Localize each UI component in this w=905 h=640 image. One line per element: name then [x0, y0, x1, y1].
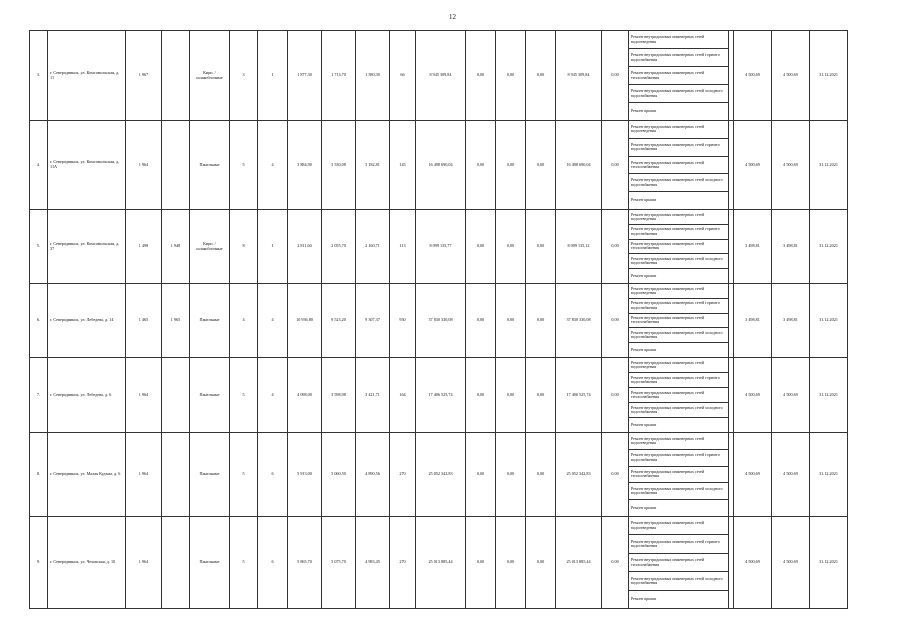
works-cell — [629, 433, 729, 517]
unit-cost-cell: 4 500,69 — [734, 358, 772, 433]
local-cost-cell: 0,00 — [526, 517, 556, 609]
works-list — [629, 284, 728, 357]
work-item: Ремонт внутридомовых инженерных сетей водоотведения — [629, 358, 728, 373]
wall-material-cell: Панельные — [190, 433, 230, 517]
address-cell: г. Северодвинск, ул. Лебедева, д. 6 — [48, 358, 126, 433]
address-cell: г. Северодвинск, ул. Комсомольская, д. 11А — [48, 121, 126, 210]
year-reconstructed-cell — [162, 433, 190, 517]
table-body — [30, 31, 888, 609]
entrances-cell: 1 — [258, 210, 288, 284]
other-cost-cell: 0,00 — [602, 358, 629, 433]
entrances-cell: 6 — [258, 433, 288, 517]
unit-cost-cell: 4 500,69 — [734, 121, 772, 210]
floors-cell: 5 — [230, 358, 258, 433]
owned-area-cell: 9 307,37 — [356, 284, 390, 358]
year-reconstructed-cell — [162, 358, 190, 433]
entrances-cell: 4 — [258, 284, 288, 358]
work-item: Ремонт внутридомовых инженерных сетей теплоснабжения — [629, 67, 728, 85]
year-built-cell: 1 964 — [126, 358, 162, 433]
limit-cost-cell: 4 500,69 — [772, 517, 810, 609]
work-item: Ремонт внутридомовых инженерных сетей теплоснабжения — [629, 388, 728, 403]
work-item: Ремонт внутридомовых инженерных сетей теплоснабжения — [629, 467, 728, 484]
works-list — [629, 121, 728, 209]
table-row — [30, 31, 888, 121]
work-item: Ремонт крыши — [631, 421, 657, 427]
fund-cost-cell: 0,00 — [466, 517, 496, 609]
fund-cost-cell: 0,00 — [466, 121, 496, 210]
budget-cost-cell: 0,00 — [496, 433, 526, 517]
end-date-cell: 31.12.2021 — [810, 517, 848, 609]
address-cell: г. Северодвинск, ул. Комсомольская, д. 37 — [48, 210, 126, 284]
budget-cost-cell: 0,00 — [496, 210, 526, 284]
owned-area-cell: 4 983,45 — [356, 517, 390, 609]
local-cost-cell: 0,00 — [526, 284, 556, 358]
owners-cost-cell: 25 013 885,44 — [556, 517, 602, 609]
table-row — [30, 433, 888, 517]
other-cost-cell: 0,00 — [602, 121, 629, 210]
works-cell — [629, 210, 729, 284]
year-built-cell: 1 964 — [126, 433, 162, 517]
works-cell — [629, 358, 729, 433]
living-area-cell: 9 523,20 — [322, 284, 356, 358]
local-cost-cell: 0,00 — [526, 121, 556, 210]
table-row — [30, 210, 888, 284]
local-cost-cell: 0,00 — [526, 433, 556, 517]
address-cell: г. Северодвинск, ул. Малая Кудьма, д. 6 — [48, 433, 126, 517]
total-area-cell: 4 098,00 — [288, 358, 322, 433]
residents-cell: 270 — [390, 517, 416, 609]
residents-cell: 113 — [390, 210, 416, 284]
wall-material-cell: Панельные — [190, 121, 230, 210]
floors-cell: 8 — [230, 210, 258, 284]
table-row — [30, 358, 888, 433]
other-cost-cell: 0,00 — [602, 517, 629, 609]
year-reconstructed-cell — [162, 31, 190, 121]
work-item: Ремонт внутридомовых инженерных сетей водоотведения — [629, 284, 728, 299]
owned-area-cell: 3 182,81 — [356, 121, 390, 210]
floors-cell: 5 — [230, 433, 258, 517]
work-item: Ремонт внутридомовых инженерных сетей горячего водоснабжения — [629, 450, 728, 467]
fund-cost-cell: 0,00 — [466, 31, 496, 121]
local-cost-cell: 0,00 — [526, 210, 556, 284]
owned-area-cell: 1 580,30 — [356, 31, 390, 121]
work-item: Ремонт крыши — [631, 108, 657, 114]
total-area-cell: 2 811,60 — [288, 210, 322, 284]
row-number-cell: 8. — [30, 433, 48, 517]
work-item: Ремонт внутридомовых инженерных сетей холодного водоснабжения — [629, 328, 728, 343]
end-date-cell: 31.12.2021 — [810, 284, 848, 358]
residents-cell: 164 — [390, 358, 416, 433]
work-item: Ремонт внутридомовых инженерных сетей холодного водоснабжения — [629, 174, 728, 192]
cost-total-cell: 16 498 690,04 — [416, 121, 466, 210]
page-number: 12 — [449, 13, 456, 21]
cost-total-cell: 25 052 342,83 — [416, 433, 466, 517]
other-cost-cell: 0,00 — [602, 433, 629, 517]
works-list — [629, 31, 728, 120]
wall-material-cell: Кирп. / шлакоблочные — [190, 31, 230, 121]
work-item: Ремонт внутридомовых инженерных сетей водоотведения — [629, 433, 728, 450]
other-cost-cell: 0,00 — [602, 31, 629, 121]
work-item: Ремонт внутридомовых инженерных сетей горячего водоснабжения — [629, 535, 728, 553]
unit-cost-cell: 3 498,81 — [734, 284, 772, 358]
budget-cost-cell: 0,00 — [496, 358, 526, 433]
work-item: Ремонт внутридомовых инженерных сетей водоотведения — [629, 31, 728, 49]
living-area-cell: 3 598,98 — [322, 358, 356, 433]
living-area-cell: 5 060,50 — [322, 433, 356, 517]
year-reconstructed-cell — [162, 121, 190, 210]
total-area-cell: 1 877,30 — [288, 31, 322, 121]
work-item: Ремонт крыши — [631, 346, 657, 352]
year-reconstructed-cell: 1 948 — [162, 210, 190, 284]
owned-area-cell: 3 421,71 — [356, 358, 390, 433]
budget-cost-cell: 0,00 — [496, 517, 526, 609]
residents-cell: 930 — [390, 284, 416, 358]
works-list — [629, 517, 728, 608]
total-area-cell: 5 913,00 — [288, 433, 322, 517]
end-date-cell: 31.12.2021 — [810, 31, 848, 121]
other-cost-cell: 0,00 — [602, 284, 629, 358]
owned-area-cell: 4 890,56 — [356, 433, 390, 517]
budget-cost-cell: 0,00 — [496, 121, 526, 210]
total-area-cell: 3 884,90 — [288, 121, 322, 210]
owners-cost-cell: 25 052 342,83 — [556, 433, 602, 517]
living-area-cell: 1 713,70 — [322, 31, 356, 121]
residents-cell: 270 — [390, 433, 416, 517]
floors-cell: 5 — [230, 517, 258, 609]
work-item: Ремонт внутридомовых инженерных сетей горячего водоснабжения — [629, 299, 728, 314]
end-date-cell: 31.12.2021 — [810, 433, 848, 517]
work-item: Ремонт крыши — [631, 504, 657, 510]
floors-cell: 4 — [230, 284, 258, 358]
work-item: Ремонт внутридомовых инженерных сетей холодного водоснабжения — [629, 254, 728, 269]
unit-cost-cell: 3 498,81 — [734, 210, 772, 284]
total-area-cell: 5 865,70 — [288, 517, 322, 609]
year-built-cell: 1 964 — [126, 517, 162, 609]
work-item: Ремонт крыши — [631, 197, 657, 203]
work-item: Ремонт внутридомовых инженерных сетей водоотведения — [629, 121, 728, 139]
works-list — [629, 210, 728, 283]
works-cell — [629, 121, 729, 210]
fund-cost-cell: 0,00 — [466, 358, 496, 433]
work-item: Ремонт внутридомовых инженерных сетей горячего водоснабжения — [629, 49, 728, 67]
owners-cost-cell: 8 099 135,12 — [556, 210, 602, 284]
residents-cell: 66 — [390, 31, 416, 121]
fund-cost-cell: 0,00 — [466, 284, 496, 358]
end-date-cell: 31.12.2021 — [810, 358, 848, 433]
work-item: Ремонт внутридомовых инженерных сетей водоотведения — [629, 517, 728, 535]
year-built-cell: 1 967 — [126, 31, 162, 121]
local-cost-cell: 0,00 — [526, 358, 556, 433]
year-reconstructed-cell — [162, 517, 190, 609]
limit-cost-cell: 3 498,81 — [772, 210, 810, 284]
cost-total-cell: 25 013 885,44 — [416, 517, 466, 609]
living-area-cell: 2 055,70 — [322, 210, 356, 284]
unit-cost-cell: 4 500,69 — [734, 433, 772, 517]
address-cell: г. Северодвинск, ул. Комсомольская, д. 11 — [48, 31, 126, 121]
end-date-cell: 31.12.2021 — [810, 210, 848, 284]
fund-cost-cell: 0,00 — [466, 210, 496, 284]
owners-cost-cell: 17 406 525,74 — [556, 358, 602, 433]
year-reconstructed-cell: 1 965 — [162, 284, 190, 358]
total-area-cell: 10 936,80 — [288, 284, 322, 358]
address-cell: г. Северодвинск, ул. Лебедева, д. 14 — [48, 284, 126, 358]
work-item: Ремонт внутридомовых инженерных сетей теплоснабжения — [629, 157, 728, 175]
floors-cell: 5 — [230, 121, 258, 210]
works-cell — [629, 31, 729, 121]
floors-cell: 3 — [230, 31, 258, 121]
entrances-cell: 6 — [258, 517, 288, 609]
works-list — [629, 358, 728, 432]
cost-total-cell: 37 830 330,08 — [416, 284, 466, 358]
cost-total-cell: 8 945 309,84 — [416, 31, 466, 121]
year-built-cell: 1 498 — [126, 210, 162, 284]
work-item: Ремонт крыши — [631, 596, 657, 602]
works-cell — [629, 517, 729, 609]
entrances-cell: 4 — [258, 121, 288, 210]
year-built-cell: 1 964 — [126, 121, 162, 210]
work-item: Ремонт внутридомовых инженерных сетей холодного водоснабжения — [629, 483, 728, 500]
limit-cost-cell: 4 500,69 — [772, 358, 810, 433]
work-item: Ремонт внутридомовых инженерных сетей водоотведения — [629, 210, 728, 225]
owners-cost-cell: 16 498 690,04 — [556, 121, 602, 210]
limit-cost-cell: 4 500,69 — [772, 31, 810, 121]
row-number-cell: 4. — [30, 121, 48, 210]
end-date-cell: 31.12.2021 — [810, 121, 848, 210]
cost-total-cell: 17 406 525,74 — [416, 358, 466, 433]
residents-cell: 145 — [390, 121, 416, 210]
work-item: Ремонт внутридомовых инженерных сетей теплоснабжения — [629, 240, 728, 255]
owned-area-cell: 2 160,71 — [356, 210, 390, 284]
living-area-cell: 3 530,08 — [322, 121, 356, 210]
works-list — [629, 433, 728, 516]
work-item: Ремонт внутридомовых инженерных сетей теплоснабжения — [629, 314, 728, 329]
living-area-cell: 5 075,70 — [322, 517, 356, 609]
table-row — [30, 284, 888, 358]
capital-repair-table — [29, 30, 888, 609]
other-cost-cell: 0,00 — [602, 210, 629, 284]
unit-cost-cell: 4 500,69 — [734, 517, 772, 609]
budget-cost-cell: 0,00 — [496, 31, 526, 121]
unit-cost-cell: 4 500,69 — [734, 31, 772, 121]
fund-cost-cell: 0,00 — [466, 433, 496, 517]
work-item: Ремонт внутридомовых инженерных сетей холодного водоснабжения — [629, 403, 728, 418]
table-row — [30, 121, 888, 210]
wall-material-cell: Панельные — [190, 517, 230, 609]
row-number-cell: 9. — [30, 517, 48, 609]
work-item: Ремонт внутридомовых инженерных сетей холодного водоснабжения — [629, 572, 728, 590]
work-item: Ремонт внутридомовых инженерных сетей теплоснабжения — [629, 554, 728, 572]
local-cost-cell: 0,00 — [526, 31, 556, 121]
work-item: Ремонт внутридомовых инженерных сетей горячего водоснабжения — [629, 373, 728, 388]
entrances-cell: 4 — [258, 358, 288, 433]
owners-cost-cell: 8 945 309,84 — [556, 31, 602, 121]
row-number-cell: 5. — [30, 210, 48, 284]
limit-cost-cell: 4 500,69 — [772, 121, 810, 210]
owners-cost-cell: 37 830 330,08 — [556, 284, 602, 358]
row-number-cell: 3. — [30, 31, 48, 121]
wall-material-cell: Кирп. / шлакоблочные — [190, 210, 230, 284]
address-cell: г. Северодвинск, ул. Чеховская, д. 10 — [48, 517, 126, 609]
entrances-cell: 1 — [258, 31, 288, 121]
limit-cost-cell: 4 500,69 — [772, 433, 810, 517]
works-cell — [629, 284, 729, 358]
wall-material-cell: Панельные — [190, 358, 230, 433]
work-item: Ремонт внутридомовых инженерных сетей горячего водоснабжения — [629, 139, 728, 157]
row-number-cell: 7. — [30, 358, 48, 433]
table-row — [30, 517, 888, 609]
work-item: Ремонт внутридомовых инженерных сетей горячего водоснабжения — [629, 225, 728, 240]
limit-cost-cell: 3 498,81 — [772, 284, 810, 358]
cost-total-cell: 8 099 135,77 — [416, 210, 466, 284]
work-item: Ремонт внутридомовых инженерных сетей холодного водоснабжения — [629, 85, 728, 103]
budget-cost-cell: 0,00 — [496, 284, 526, 358]
wall-material-cell: Панельные — [190, 284, 230, 358]
work-item: Ремонт крыши — [631, 272, 657, 278]
row-number-cell: 6. — [30, 284, 48, 358]
year-built-cell: 1 465 — [126, 284, 162, 358]
